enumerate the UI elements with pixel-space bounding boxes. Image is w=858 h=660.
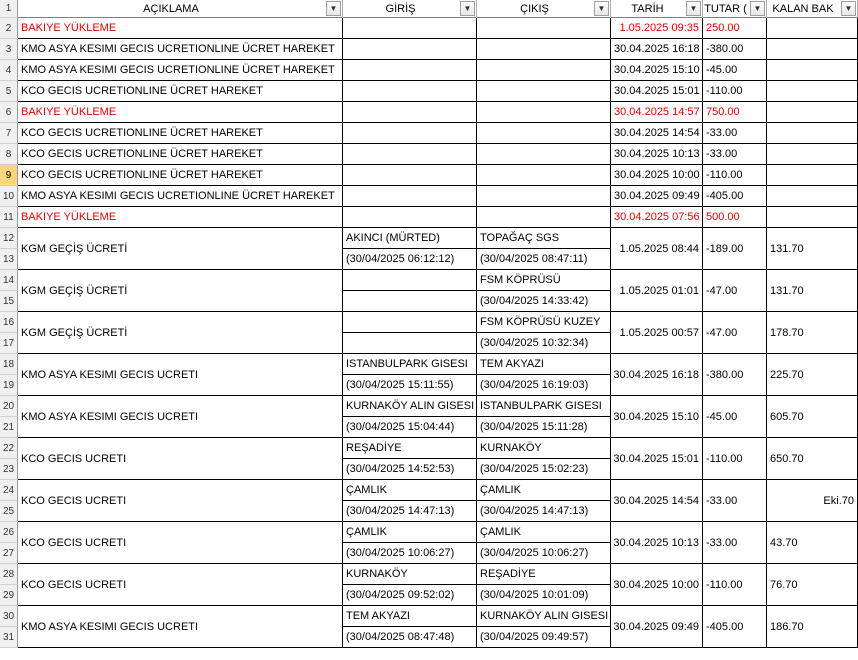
cell-date[interactable]: 30.04.2025 10:00: [611, 564, 703, 606]
cell-exit-location[interactable]: TOPAĞAÇ SGS: [477, 228, 611, 249]
cell-entry-time[interactable]: (30/04/2025 08:47:48): [343, 627, 477, 648]
cell-entry[interactable]: [343, 81, 477, 102]
cell-description[interactable]: BAKIYE YÜKLEME: [18, 207, 343, 228]
cell-entry-time[interactable]: [343, 333, 477, 354]
header-label: AÇIKLAMA: [143, 2, 199, 15]
cell-description[interactable]: KGM GEÇİŞ ÜCRETİ: [18, 228, 343, 270]
cell-entry-location[interactable]: ÇAMLIK: [343, 522, 477, 543]
cell-amount[interactable]: -33.00: [703, 144, 767, 165]
cell-date[interactable]: 30.04.2025 15:01: [611, 438, 703, 480]
chevron-down-icon: ▼: [463, 4, 472, 13]
cell-amount[interactable]: -33.00: [703, 480, 767, 522]
cell-amount[interactable]: -110.00: [703, 564, 767, 606]
row-header[interactable]: 27: [0, 543, 18, 564]
cell-date[interactable]: 30.04.2025 16:18: [611, 354, 703, 396]
row-header[interactable]: 29: [0, 585, 18, 606]
cell-amount[interactable]: -405.00: [703, 186, 767, 207]
cell-balance[interactable]: [767, 186, 858, 207]
cell-date[interactable]: 30.04.2025 09:49: [611, 186, 703, 207]
header-tutar[interactable]: [703, 0, 767, 18]
cell-date[interactable]: 30.04.2025 16:18: [611, 39, 703, 60]
cell-amount[interactable]: -110.00: [703, 438, 767, 480]
cell-balance[interactable]: [767, 207, 858, 228]
header-label: ÇIKIŞ: [520, 2, 549, 15]
row-header[interactable]: 17: [0, 333, 18, 354]
header-kalan-bakiye[interactable]: [767, 0, 858, 18]
row-header[interactable]: 11: [0, 207, 18, 228]
cell-entry-location[interactable]: [343, 270, 477, 291]
row-header[interactable]: 7: [0, 123, 18, 144]
cell-description[interactable]: KGM GEÇİŞ ÜCRETİ: [18, 312, 343, 354]
cell-amount[interactable]: -110.00: [703, 165, 767, 186]
cell-exit-time[interactable]: (30/04/2025 10:32:34): [477, 333, 611, 354]
cell-description[interactable]: KCO GECIS UCRETIONLINE ÜCRET HAREKET: [18, 123, 343, 144]
cell-amount[interactable]: 250.00: [703, 18, 767, 39]
cell-exit-location[interactable]: KURNAKÖY: [477, 438, 611, 459]
cell-description[interactable]: KMO ASYA KESIMI GECIS UCRETI: [18, 396, 343, 438]
cell-description[interactable]: KCO GECIS UCRETI: [18, 522, 343, 564]
cell-exit-location[interactable]: TEM AKYAZI: [477, 354, 611, 375]
header-label: TARİH: [631, 2, 664, 15]
cell-entry-time[interactable]: (30/04/2025 15:11:55): [343, 375, 477, 396]
cell-entry-time[interactable]: (30/04/2025 10:06:27): [343, 543, 477, 564]
cell-entry-location[interactable]: [343, 312, 477, 333]
cell-exit[interactable]: [477, 81, 611, 102]
cell-date[interactable]: 1.05.2025 00:57: [611, 312, 703, 354]
cell-amount[interactable]: -189.00: [703, 228, 767, 270]
row-header[interactable]: 6: [0, 102, 18, 123]
cell-entry-location[interactable]: KURNAKÖY ALIN GISESI: [343, 396, 477, 417]
cell-exit[interactable]: [477, 60, 611, 81]
filter-dropdown-button[interactable]: [841, 1, 856, 16]
row-header[interactable]: 15: [0, 291, 18, 312]
cell-date[interactable]: 30.04.2025 10:13: [611, 144, 703, 165]
row-header[interactable]: 13: [0, 249, 18, 270]
cell-balance[interactable]: 43.70: [767, 522, 858, 564]
row-header[interactable]: 3: [0, 39, 18, 60]
cell-balance[interactable]: 131.70: [767, 270, 858, 312]
cell-description[interactable]: KMO ASYA KESIMI GECIS UCRETIONLINE ÜCRET HAREKET: [18, 39, 343, 60]
row-header[interactable]: 1: [0, 0, 18, 18]
cell-entry-location[interactable]: AKINCI (MÜRTED): [343, 228, 477, 249]
chevron-down-icon: ▼: [329, 4, 338, 13]
cell-exit[interactable]: [477, 18, 611, 39]
cell-date[interactable]: 30.04.2025 14:54: [611, 480, 703, 522]
row-header[interactable]: 9: [0, 165, 18, 186]
row-header[interactable]: 30: [0, 606, 18, 627]
cell-amount[interactable]: -33.00: [703, 123, 767, 144]
cell-balance[interactable]: [767, 102, 858, 123]
row-header[interactable]: 23: [0, 459, 18, 480]
filter-dropdown-button[interactable]: [326, 1, 341, 16]
cell-entry[interactable]: [343, 186, 477, 207]
cell-entry[interactable]: [343, 102, 477, 123]
cell-exit-location[interactable]: KURNAKÖY ALIN GISESI: [477, 606, 611, 627]
cell-amount[interactable]: -47.00: [703, 312, 767, 354]
row-header[interactable]: 20: [0, 396, 18, 417]
cell-exit[interactable]: [477, 144, 611, 165]
cell-entry-time[interactable]: (30/04/2025 14:47:13): [343, 501, 477, 522]
cell-exit-location[interactable]: FSM KÖPRÜSÜ: [477, 270, 611, 291]
cell-entry-time[interactable]: (30/04/2025 14:52:53): [343, 459, 477, 480]
row-header[interactable]: 5: [0, 81, 18, 102]
cell-date[interactable]: 30.04.2025 15:10: [611, 396, 703, 438]
cell-date[interactable]: 30.04.2025 15:01: [611, 81, 703, 102]
cell-description[interactable]: KCO GECIS UCRETI: [18, 564, 343, 606]
cell-entry-time[interactable]: (30/04/2025 06:12:12): [343, 249, 477, 270]
header-label: KALAN BAK: [772, 2, 834, 15]
filter-dropdown-button[interactable]: [460, 1, 475, 16]
cell-balance[interactable]: 131.70: [767, 228, 858, 270]
cell-exit-location[interactable]: ISTANBULPARK GISESI: [477, 396, 611, 417]
cell-balance[interactable]: [767, 81, 858, 102]
cell-description[interactable]: KCO GECIS UCRETI: [18, 438, 343, 480]
cell-amount[interactable]: -45.00: [703, 60, 767, 81]
header-giris[interactable]: [343, 0, 477, 18]
cell-entry-location[interactable]: ÇAMLIK: [343, 480, 477, 501]
cell-date[interactable]: 30.04.2025 14:54: [611, 123, 703, 144]
row-header[interactable]: 16: [0, 312, 18, 333]
row-header[interactable]: 18: [0, 354, 18, 375]
chevron-down-icon: ▼: [689, 4, 698, 13]
cell-date[interactable]: 1.05.2025 09:35: [611, 18, 703, 39]
cell-exit-time[interactable]: (30/04/2025 15:11:28): [477, 417, 611, 438]
row-header[interactable]: 8: [0, 144, 18, 165]
row-header[interactable]: 12: [0, 228, 18, 249]
header-tarih[interactable]: [611, 0, 703, 18]
cell-exit[interactable]: [477, 123, 611, 144]
cell-entry[interactable]: [343, 39, 477, 60]
filter-dropdown-button[interactable]: [594, 1, 609, 16]
header-aciklama[interactable]: [18, 0, 343, 18]
chevron-down-icon: ▼: [597, 4, 606, 13]
cell-entry-time[interactable]: (30/04/2025 09:52:02): [343, 585, 477, 606]
cell-exit-time[interactable]: (30/04/2025 08:47:11): [477, 249, 611, 270]
cell-description[interactable]: KCO GECIS UCRETI: [18, 480, 343, 522]
cell-date[interactable]: 1.05.2025 01:01: [611, 270, 703, 312]
cell-amount[interactable]: -380.00: [703, 354, 767, 396]
cell-exit-location[interactable]: REŞADİYE: [477, 564, 611, 585]
row-header[interactable]: 22: [0, 438, 18, 459]
cell-amount[interactable]: -45.00: [703, 396, 767, 438]
row-header[interactable]: 24: [0, 480, 18, 501]
row-header[interactable]: 28: [0, 564, 18, 585]
cell-date[interactable]: 30.04.2025 15:10: [611, 60, 703, 81]
cell-entry-location[interactable]: TEM AKYAZI: [343, 606, 477, 627]
cell-balance[interactable]: 650.70: [767, 438, 858, 480]
cell-exit-time[interactable]: (30/04/2025 14:33:42): [477, 291, 611, 312]
cell-exit[interactable]: [477, 207, 611, 228]
cell-exit-time[interactable]: (30/04/2025 10:01:09): [477, 585, 611, 606]
cell-balance[interactable]: Eki.70: [767, 480, 858, 522]
row-header[interactable]: 31: [0, 627, 18, 648]
cell-balance[interactable]: 178.70: [767, 312, 858, 354]
cell-entry-location[interactable]: ISTANBULPARK GISESI: [343, 354, 477, 375]
cell-exit[interactable]: [477, 165, 611, 186]
row-header[interactable]: 26: [0, 522, 18, 543]
cell-balance[interactable]: 225.70: [767, 354, 858, 396]
cell-balance[interactable]: 76.70: [767, 564, 858, 606]
cell-amount[interactable]: -380.00: [703, 39, 767, 60]
cell-entry[interactable]: [343, 123, 477, 144]
cell-description[interactable]: KMO ASYA KESIMI GECIS UCRETIONLINE ÜCRET HAREKET: [18, 186, 343, 207]
cell-amount[interactable]: 750.00: [703, 102, 767, 123]
cell-description[interactable]: KCO GECIS UCRETIONLINE ÜCRET HAREKET: [18, 144, 343, 165]
cell-description[interactable]: KGM GEÇİŞ ÜCRETİ: [18, 270, 343, 312]
cell-description[interactable]: KMO ASYA KESIMI GECIS UCRETI: [18, 606, 343, 648]
filter-dropdown-button[interactable]: [750, 1, 765, 16]
cell-entry[interactable]: [343, 18, 477, 39]
cell-description[interactable]: BAKIYE YÜKLEME: [18, 102, 343, 123]
cell-date[interactable]: 30.04.2025 14:57: [611, 102, 703, 123]
header-cikis[interactable]: [477, 0, 611, 18]
filter-dropdown-button[interactable]: [686, 1, 701, 16]
row-header[interactable]: 19: [0, 375, 18, 396]
cell-description[interactable]: KMO ASYA KESIMI GECIS UCRETI: [18, 354, 343, 396]
cell-entry[interactable]: [343, 165, 477, 186]
cell-date[interactable]: 30.04.2025 10:13: [611, 522, 703, 564]
cell-date[interactable]: 30.04.2025 07:56: [611, 207, 703, 228]
row-header[interactable]: 4: [0, 60, 18, 81]
cell-exit-time[interactable]: (30/04/2025 16:19:03): [477, 375, 611, 396]
cell-exit-time[interactable]: (30/04/2025 10:06:27): [477, 543, 611, 564]
cell-amount[interactable]: -110.00: [703, 81, 767, 102]
row-header[interactable]: 2: [0, 18, 18, 39]
cell-entry-location[interactable]: KURNAKÖY: [343, 564, 477, 585]
cell-amount[interactable]: -33.00: [703, 522, 767, 564]
cell-balance[interactable]: [767, 39, 858, 60]
row-header[interactable]: 14: [0, 270, 18, 291]
row-header[interactable]: 25: [0, 501, 18, 522]
cell-balance[interactable]: [767, 18, 858, 39]
row-header[interactable]: 21: [0, 417, 18, 438]
chevron-down-icon: ▼: [844, 4, 853, 13]
cell-entry[interactable]: [343, 144, 477, 165]
cell-exit[interactable]: [477, 186, 611, 207]
row-header[interactable]: 10: [0, 186, 18, 207]
cell-entry-time[interactable]: [343, 291, 477, 312]
cell-exit-time[interactable]: (30/04/2025 09:49:57): [477, 627, 611, 648]
cell-exit-location[interactable]: FSM KÖPRÜSÜ KUZEY: [477, 312, 611, 333]
cell-entry-location[interactable]: REŞADİYE: [343, 438, 477, 459]
cell-balance[interactable]: [767, 144, 858, 165]
cell-description[interactable]: KCO GECIS UCRETIONLINE ÜCRET HAREKET: [18, 165, 343, 186]
cell-description[interactable]: KMO ASYA KESIMI GECIS UCRETIONLINE ÜCRET HAREKET: [18, 60, 343, 81]
cell-entry-time[interactable]: (30/04/2025 15:04:44): [343, 417, 477, 438]
cell-balance[interactable]: [767, 123, 858, 144]
cell-balance[interactable]: [767, 165, 858, 186]
cell-exit-time[interactable]: (30/04/2025 14:47:13): [477, 501, 611, 522]
cell-amount[interactable]: -47.00: [703, 270, 767, 312]
cell-amount[interactable]: -405.00: [703, 606, 767, 648]
cell-exit[interactable]: [477, 102, 611, 123]
cell-date[interactable]: 30.04.2025 09:49: [611, 606, 703, 648]
header-label: TUTAR (: [704, 2, 747, 15]
cell-exit-location[interactable]: ÇAMLIK: [477, 480, 611, 501]
cell-date[interactable]: 1.05.2025 08:44: [611, 228, 703, 270]
cell-description[interactable]: KCO GECIS UCRETIONLINE ÜCRET HAREKET: [18, 81, 343, 102]
cell-description[interactable]: BAKIYE YÜKLEME: [18, 18, 343, 39]
cell-exit[interactable]: [477, 39, 611, 60]
header-label: GİRİŞ: [385, 2, 416, 15]
cell-date[interactable]: 30.04.2025 10:00: [611, 165, 703, 186]
cell-entry[interactable]: [343, 60, 477, 81]
cell-balance[interactable]: [767, 60, 858, 81]
cell-balance[interactable]: 605.70: [767, 396, 858, 438]
chevron-down-icon: ▼: [753, 4, 762, 13]
cell-exit-time[interactable]: (30/04/2025 15:02:23): [477, 459, 611, 480]
cell-balance[interactable]: 186.70: [767, 606, 858, 648]
cell-entry[interactable]: [343, 207, 477, 228]
cell-exit-location[interactable]: ÇAMLIK: [477, 522, 611, 543]
cell-amount[interactable]: 500.00: [703, 207, 767, 228]
